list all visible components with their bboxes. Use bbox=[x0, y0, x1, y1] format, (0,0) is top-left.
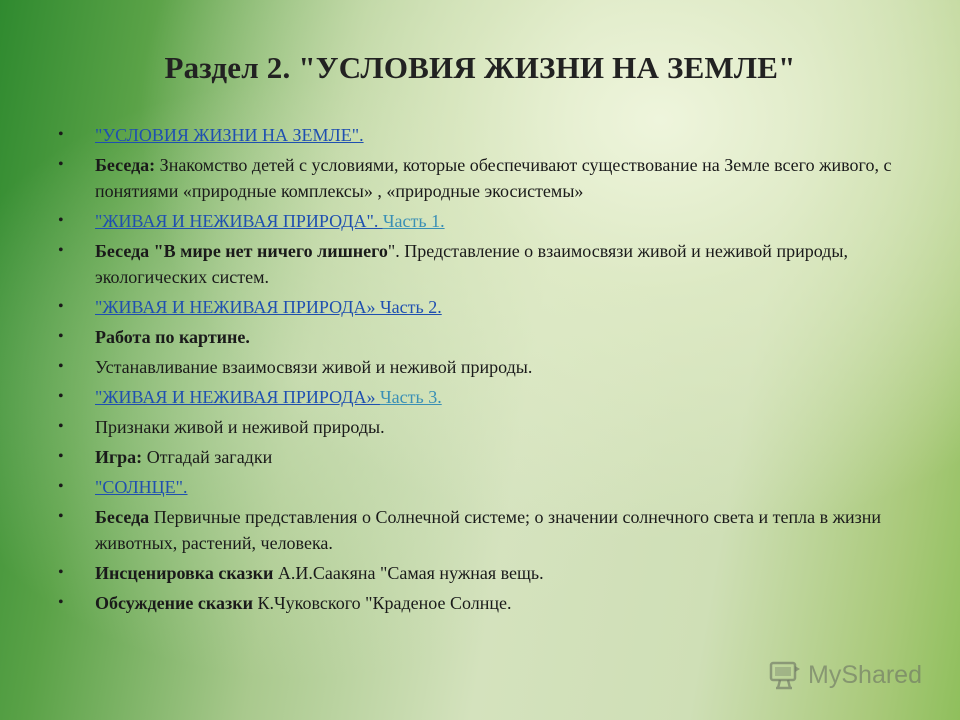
bullet: • bbox=[58, 564, 64, 581]
bullet: • bbox=[58, 328, 64, 345]
watermark bbox=[768, 658, 922, 692]
bullet: • bbox=[58, 126, 64, 143]
bullet: • bbox=[58, 418, 64, 435]
item-text: Признаки живой и неживой природы. bbox=[95, 417, 385, 437]
item-bold: Работа по картине. bbox=[95, 327, 250, 347]
list-item bbox=[58, 474, 908, 500]
list-item bbox=[58, 208, 908, 234]
link-zhivaya-nezhivaya-2[interactable]: "ЖИВАЯ И НЕЖИВАЯ ПРИРОДА» Часть 2. bbox=[95, 297, 442, 317]
slide-title: Раздел 2. "УСЛОВИЯ ЖИЗНИ НА ЗЕМЛЕ" bbox=[164, 50, 796, 85]
list-item bbox=[58, 444, 908, 470]
bullet: • bbox=[58, 478, 64, 495]
bullet: • bbox=[58, 388, 64, 405]
bullet: • bbox=[58, 448, 64, 465]
item-text: К.Чуковского "Краденое Солнце. bbox=[252, 593, 512, 613]
list-item bbox=[58, 238, 908, 290]
item-text: Первичные представления о Солнечной системе; о значении солнечного света и тепла в жизни животных, растений, человека. bbox=[95, 507, 882, 553]
item-bold: Обсуждение сказки bbox=[95, 593, 253, 613]
myshared-logo-icon bbox=[768, 658, 802, 692]
link-part-1[interactable]: Часть 1. bbox=[382, 211, 445, 231]
item-text: Устанавливание взаимосвязи живой и неживой природы. bbox=[95, 357, 533, 377]
list-item bbox=[58, 384, 908, 410]
list-item bbox=[58, 414, 908, 440]
list-item bbox=[58, 152, 908, 204]
bullet: • bbox=[58, 242, 64, 259]
link-part-3[interactable]: Часть 3. bbox=[379, 387, 442, 407]
item-bold: Беседа bbox=[95, 507, 150, 527]
link-solntse[interactable]: "СОЛНЦЕ". bbox=[95, 477, 188, 497]
bullet: • bbox=[58, 594, 64, 611]
list-item bbox=[58, 590, 908, 616]
link-zhivaya-nezhivaya-1[interactable]: "ЖИВАЯ И НЕЖИВАЯ ПРИРОДА". bbox=[95, 211, 383, 231]
list-item bbox=[58, 324, 908, 350]
bullet: • bbox=[58, 508, 64, 525]
bullet: • bbox=[58, 156, 64, 173]
bullet: • bbox=[58, 298, 64, 315]
list-item bbox=[58, 294, 908, 320]
item-text: Знакомство детей с условиями, которые обеспечивают существование на Земле всего живого, с понятиями «природные комплексы» , «природные экосистемы» bbox=[95, 155, 892, 201]
item-bold: Беседа: bbox=[95, 155, 156, 175]
list-item bbox=[58, 122, 908, 148]
list-item bbox=[58, 354, 908, 380]
item-text: ". Представление о взаимосвязи живой и неживой природы, экологических систем. bbox=[95, 241, 848, 287]
item-bold: Беседа "В мире нет ничего лишнего bbox=[95, 241, 388, 261]
topic-list bbox=[58, 122, 908, 620]
item-bold: Инсценировка сказки bbox=[95, 563, 274, 583]
bullet: • bbox=[58, 358, 64, 375]
link-zhivaya-nezhivaya-3[interactable]: "ЖИВАЯ И НЕЖИВАЯ ПРИРОДА» bbox=[95, 387, 380, 407]
item-text: А.И.Саакяна "Самая нужная вещь. bbox=[273, 563, 544, 583]
list-item bbox=[58, 560, 908, 586]
item-bold: Игра: bbox=[95, 447, 143, 467]
link-usloviya-zhizni[interactable]: "УСЛОВИЯ ЖИЗНИ НА ЗЕМЛЕ". bbox=[95, 125, 364, 145]
item-text: Отгадай загадки bbox=[142, 447, 273, 467]
watermark-text: MyShared bbox=[808, 660, 922, 689]
list-item bbox=[58, 504, 908, 556]
bullet: • bbox=[58, 212, 64, 229]
